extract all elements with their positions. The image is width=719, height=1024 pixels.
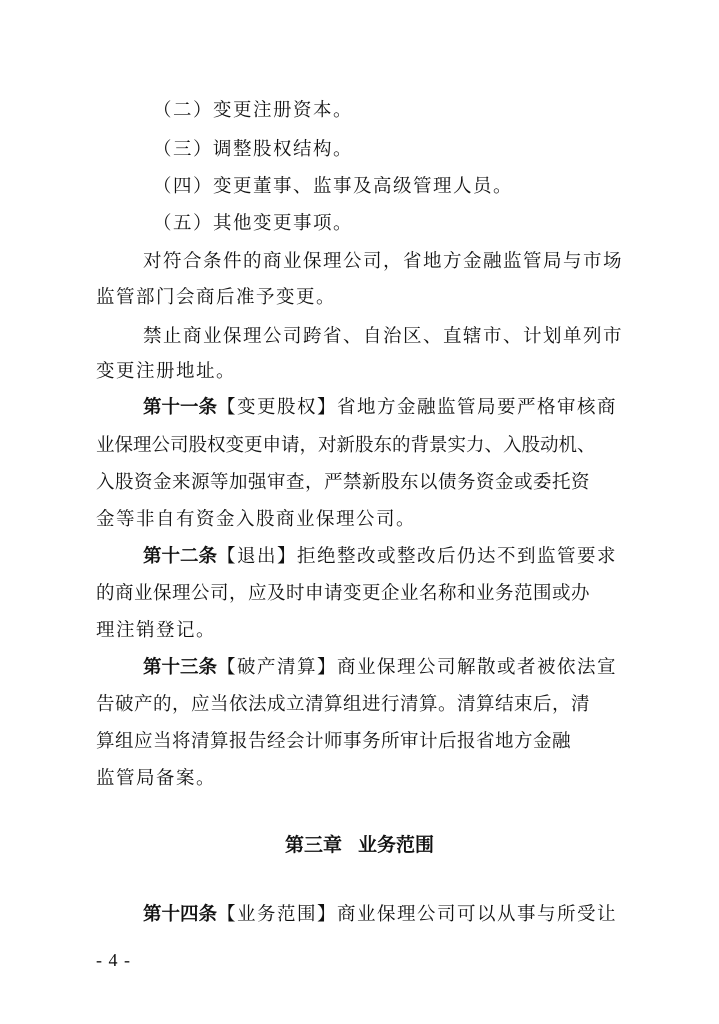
article-11-line-1 [143,396,617,420]
article-12-line-3: 理注销登记。 [96,620,217,641]
chapter-number: 第三章 [284,834,342,856]
article-12-title: 第十二条 [143,546,218,567]
article-12-text: 【退出】拒绝整改或整改后仍达不到监管要求 [217,546,618,567]
page-number: - 4 - [96,950,131,970]
item-4: （四）变更董事、监事及高级管理人员。 [153,176,514,197]
paragraph-2-line-1: 禁止商业保理公司跨省、自治区、直辖市、计划单列市 [143,326,624,347]
article-11-line-3: 入股资金来源等加强审查，严禁新股东以债务资金或委托资 [96,472,591,493]
article-13-title: 第十三条 [143,657,218,678]
article-13-line-2: 告破产的，应当依法成立清算组进行清算。清算结束后，清 [96,694,591,715]
item-5: （五）其他变更事项。 [153,213,354,234]
article-11-text: 【变更股权】省地方金融监管局要严格审核商 [217,397,618,418]
item-2: （二）变更注册资本。 [153,100,354,121]
article-13-text: 【破产清算】商业保理公司解散或者被依法宣 [217,657,618,678]
article-14-line-1 [143,903,617,927]
article-14-title: 第十四条 [143,904,218,925]
article-14-text: 【业务范围】商业保理公司可以从事与所受让 [217,904,618,925]
paragraph-1-line-1: 对符合条件的商业保理公司，省地方金融监管局与市场 [143,251,624,272]
chapter-name: 业务范围 [358,834,435,856]
article-13-line-1 [143,656,617,680]
chapter-heading [0,833,719,857]
article-13-line-3: 算组应当将清算报告经会计师事务所审计后报省地方金融 [96,731,572,752]
article-11-line-4: 金等非自有资金入股商业保理公司。 [96,509,417,530]
article-11-title: 第十一条 [143,397,218,418]
paragraph-1-line-2: 监管部门会商后准予变更。 [96,287,337,308]
article-13-line-4: 监管局备案。 [96,768,217,789]
article-12-line-2: 的商业保理公司，应及时申请变更企业名称和业务范围或办 [96,583,591,604]
item-3: （三）调整股权结构。 [153,139,354,160]
article-11-line-2: 业保理公司股权变更申请，对新股东的背景实力、入股动机、 [96,435,596,456]
article-12-line-1 [143,545,617,569]
paragraph-2-line-2: 变更注册地址。 [96,361,237,382]
